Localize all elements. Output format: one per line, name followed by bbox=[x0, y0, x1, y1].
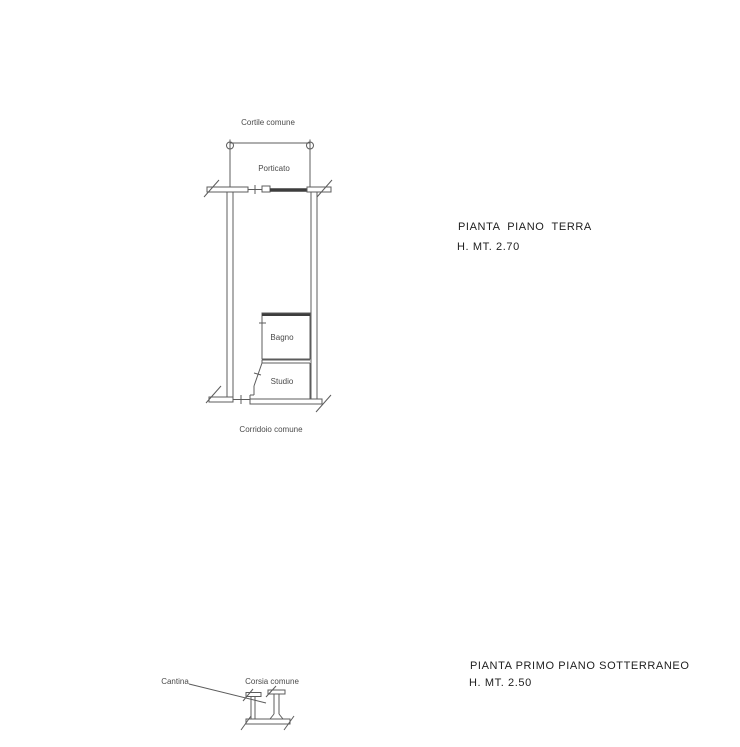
cantina-leader-line bbox=[189, 684, 266, 703]
right-wall bbox=[311, 192, 317, 399]
wall-cut-hatch bbox=[206, 386, 221, 403]
cantina-walls bbox=[241, 686, 294, 730]
basement-title: PIANTA PRIMO PIANO SOTTERRANEO bbox=[470, 660, 690, 672]
label-corridoio-comune: Corridoio comune bbox=[239, 425, 303, 434]
ground-floor-title: PIANTA PIANO TERRA bbox=[458, 221, 592, 233]
ground-floor-plan bbox=[204, 118, 332, 434]
label-porticato: Porticato bbox=[258, 164, 290, 173]
ground-floor-height-note: H. MT. 2.70 bbox=[457, 241, 520, 253]
basement-plan bbox=[161, 677, 299, 730]
corridor-wall bbox=[206, 386, 331, 412]
door-jamb bbox=[262, 186, 270, 192]
wall-cut-hatch bbox=[204, 180, 219, 197]
label-cantina: Cantina bbox=[161, 677, 189, 686]
label-corsia-comune: Corsia comune bbox=[245, 677, 299, 686]
left-wall bbox=[227, 192, 233, 397]
label-studio: Studio bbox=[270, 377, 294, 386]
label-cortile-comune: Cortile comune bbox=[241, 118, 295, 127]
wall-cut-hatch bbox=[284, 716, 294, 730]
facade-wall bbox=[204, 180, 332, 197]
wall-cut-hatch bbox=[241, 716, 251, 730]
label-bagno: Bagno bbox=[270, 333, 294, 342]
basement-height-note: H. MT. 2.50 bbox=[469, 677, 532, 689]
wall-cut-hatch bbox=[317, 180, 332, 197]
